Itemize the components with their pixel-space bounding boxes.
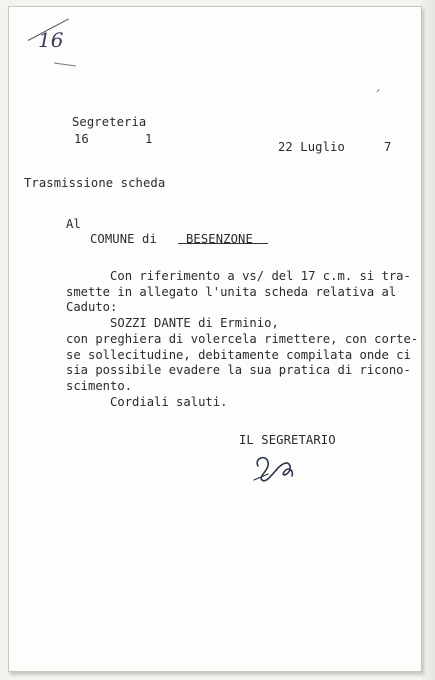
stray-mark: ᐟ xyxy=(376,88,381,99)
letter-body xyxy=(66,269,418,410)
body-line: scimento. xyxy=(66,378,133,393)
subject-line: Trasmissione scheda xyxy=(24,176,166,190)
page-edge-shadow xyxy=(419,0,435,680)
office-label: Segreteria xyxy=(72,115,147,129)
letter-date: 22 Luglio xyxy=(278,140,345,154)
body-line: se sollecitudine, debitamente compilata onde ci xyxy=(66,347,411,362)
body-line: Cordiali saluti. xyxy=(66,394,228,409)
protocol-number: 16 xyxy=(74,132,89,146)
body-line: con preghiera di volercela rimettere, con corte- xyxy=(66,331,419,346)
recipient-underline xyxy=(178,243,268,244)
recipient-name: BESENZONE xyxy=(186,232,253,246)
recipient-prefix: COMUNE di xyxy=(90,232,157,246)
body-line: SOZZI DANTE di Erminio, xyxy=(66,316,279,331)
signature-scribble xyxy=(244,446,314,496)
body-line: smette in allegato l'unita scheda relativa al xyxy=(66,284,397,299)
handwritten-page-number: 16 xyxy=(38,28,64,52)
closing-title: IL SEGRETARIO xyxy=(239,433,336,447)
to-label: Al xyxy=(66,217,81,231)
date-year-digit: 7 xyxy=(384,140,392,154)
body-line: Caduto: xyxy=(66,300,118,315)
protocol-sub: 1 xyxy=(145,132,153,146)
body-line: Con riferimento a vs/ del 17 c.m. si tra- xyxy=(66,269,411,283)
body-line: sia possibile evadere la sua pratica di ricono- xyxy=(66,363,411,378)
